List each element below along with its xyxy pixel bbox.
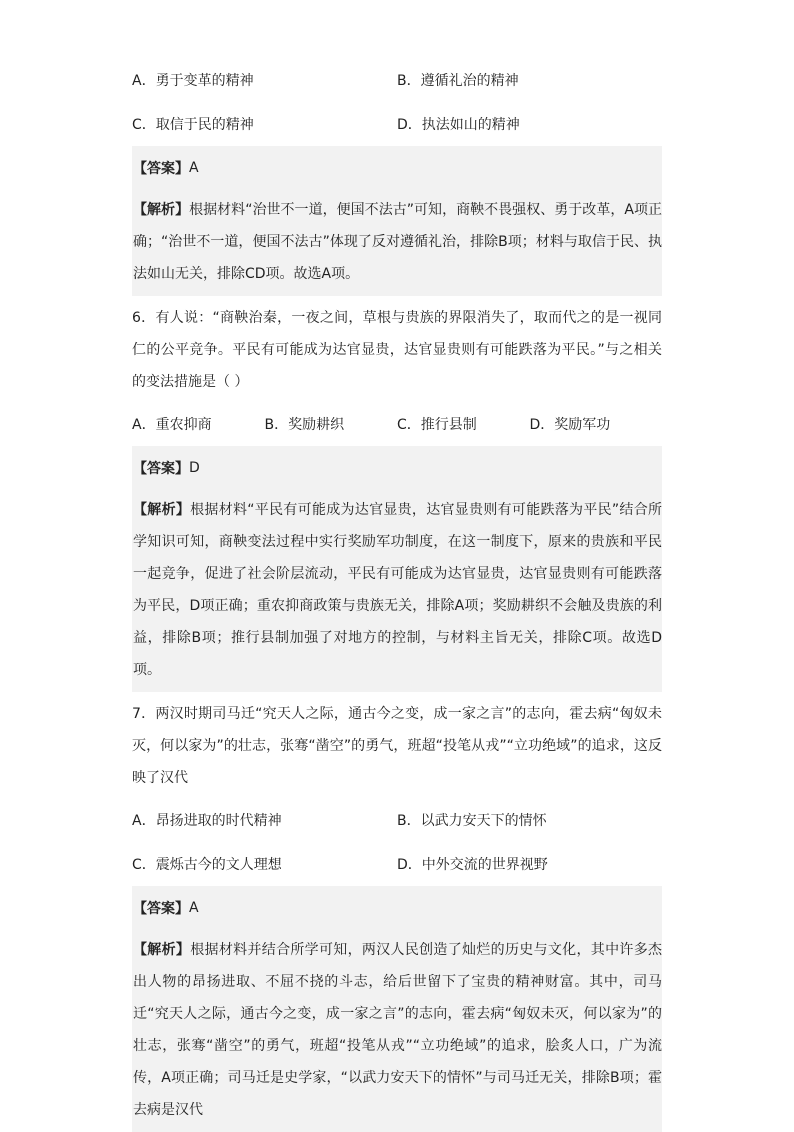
q7-option-b: B．以武力安天下的情怀 [397,813,547,829]
q5-answer-label: 【答案】 [133,161,189,177]
q6-analysis-text: 根据材料“平民有可能成为达官显贵，达官显贵则有可能跌落为平民”结合所学知识可知，商鞅变法过程中实行奖励军功制度，在这一制度下，原来的贵族和平民一起竞争，促进了社会阶层流动，平民有可能成为达官显贵，达官显贵则有可能跌落为平民，D项正确；重农抑商政策与贵族无关，排除A项；奖励耕织不会触及贵族的利益，排除B项；推行县制加强了对地方的控制，与材料主旨无关，排除C项。故选D项。 [133,502,662,678]
q7-options-row-1 [132,798,662,842]
q6-analysis-label: 【解析】 [133,502,191,518]
q7-option-d: D．中外交流的世界视野 [397,857,548,873]
q6-options-row [132,402,662,446]
q7-answer-value: A [189,900,199,916]
q5-option-b: B．遵循礼治的精神 [397,73,519,89]
q5-option-c: C．取信于民的精神 [132,117,254,133]
document-content [132,58,662,1132]
q5-options-row-1 [132,58,662,102]
q5-solution-block [132,146,662,296]
q5-options-row-2 [132,102,662,146]
q7-stem: 7．两汉时期司马迁“究天人之际，通古今之变，成一家之言”的志向，霍去病“匈奴未灭，何以家为”的壮志，张骞“凿空”的勇气，班超“投笔从戎”“立功绝域”的追求，这反映了汉代 [132,706,662,786]
q6-option-b: B．奖励耕织 [264,417,345,433]
q6-answer-value: D [189,460,200,476]
q6-solution-block [132,446,662,692]
q6-answer-label: 【答案】 [133,461,189,477]
q6-stem: 6．有人说：“商鞅治秦，一夜之间，草根与贵族的界限消失了，取而代之的是一视同仁的公平竞争。平民有可能成为达官显贵，达官显贵则有可能跌落为平民。”与之相关的变法措施是（ ） [132,310,662,390]
q6-option-c: C．推行县制 [397,417,477,433]
q7-analysis-label: 【解析】 [133,942,191,958]
q5-analysis-text: 根据材料“治世不一道，便国不法古”可知，商鞅不畏强权、勇于改革，A项正确；“治世不一道，便国不法古”体现了反对遵循礼治，排除B项；材料与取信于民、执法如山无关，排除CD项。故选A项。 [133,202,663,282]
q7-options-row-2 [132,842,662,886]
q7-answer [132,886,662,930]
q5-answer-value: A [189,160,199,176]
q5-analysis [132,190,662,296]
q6-option-a: A．重农抑商 [132,417,212,433]
q6-analysis [132,490,662,692]
q7-option-a: A．昂扬进取的时代精神 [132,813,282,829]
q7-analysis-text: 根据材料并结合所学可知，两汉人民创造了灿烂的历史与文化，其中许多杰出人物的昂扬进取、不屈不挠的斗志，给后世留下了宝贵的精神财富。其中，司马迁“究天人之际，通古今之变，成一家之言”的志向，霍去病“匈奴未灭，何以家为”的壮志，张骞“凿空”的勇气，班超“投笔从戎”“立功绝域”的追求，脍炙人口，广为流传，A项正确；司马迁是史学家，“以武力安天下的情怀”与司马迁无关，排除B项；霍去病是汉代 [133,942,663,1118]
q6-answer [132,446,662,490]
q5-answer [132,146,662,190]
q7-solution-block [132,886,662,1132]
q5-option-a: A．勇于变革的精神 [132,73,254,89]
q5-option-d: D．执法如山的精神 [397,117,520,133]
q7-analysis [132,930,662,1132]
q5-analysis-label: 【解析】 [133,202,190,218]
q6-option-d: D．奖励军功 [529,417,611,433]
q7-option-c: C．震烁古今的文人理想 [132,857,282,873]
q7-answer-label: 【答案】 [133,901,189,917]
